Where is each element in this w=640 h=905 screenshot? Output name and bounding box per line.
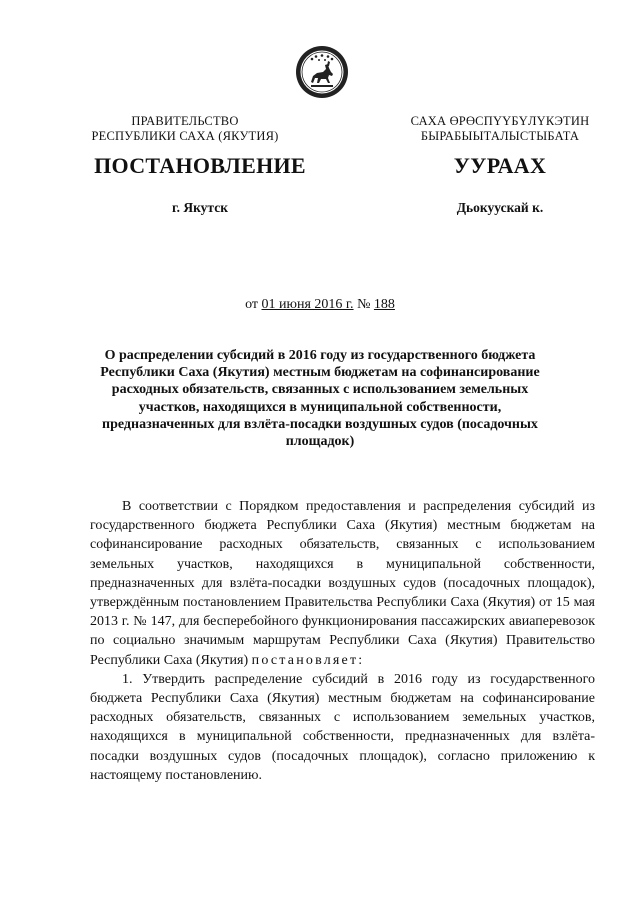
header-left [60,114,310,144]
subject-line: О распределении субсидий в 2016 году из государственного бюджета [104,348,536,363]
document-body [90,497,595,785]
subject-line: Республики Саха (Якутия) местным бюджетам на софинансирование [100,365,540,381]
city-sah: Дьокуускай к. [456,200,544,215]
city-ru: г. Якутск [171,200,228,215]
subject-line: площадок) [285,434,355,450]
org-name-sah-line1: САХА ӨРӨСПҮҮБҮЛҮКЭТИН [410,114,590,128]
org-name-ru-line2: РЕСПУБЛИКИ САХА (ЯКУТИЯ) [91,129,279,143]
number-sign: № [357,297,371,312]
date-line [0,297,640,313]
sakha-coat-of-arms-icon [295,45,349,99]
doc-type-sah: УУРААХ [453,153,547,178]
preamble-text: В соответствии с Порядком предоставления и распределения субсидий из государственного бюджета Республики Саха (Якутия) местным бюджетам на софинансирование расходных обязательств, связанных с использованием земельных участков, находящихся в муниципальной собственности, предназначенных для взлёта-посадки воздушных судов (посадочных площадок), утверждённым постановлением Правительства Республики Саха (Якутия) от 15 мая 2013 г. № 147, для бесперебойного функционирования пассажирских авиаперевозок по социально значимым маршрутам Республики Саха (Якутия) Правительство Республики Саха (Якутия) [90,499,595,668]
header-right [380,114,620,144]
doc-type-ru: ПОСТАНОВЛЕНИЕ [94,153,306,178]
subject-line: предназначенных для взлёта-посадки воздушных судов (посадочных [102,416,538,432]
coat-of-arms [295,45,349,99]
document-date: 01 июня 2016 г. [261,297,354,312]
preamble-paragraph [90,497,595,670]
resolves-word: постановляет: [251,652,365,668]
subject-line: расходных обязательств, связанных с использованием земельных [111,382,529,398]
org-name-sah-line2: БЫРАБЫЫТАЛЫСТЫБАТА [420,129,580,143]
clause-1-paragraph: 1. Утвердить распределение субсидий в 2016 году из государственного бюджета Республики Саха (Якутия) местным бюджетам на софинансирование расходных обязательств, связанных с использованием земельных участков, находящихся в муниципальной собственности, предназначенных для взлёта-посадки воздушных судов (посадочных площадок), согласно приложению к настоящему постановлению. [90,671,595,783]
document-subject [100,347,540,450]
document-number: 188 [373,297,395,312]
date-prefix: от [245,297,259,312]
org-name-ru-line1: ПРАВИТЕЛЬСТВО [131,114,239,128]
subject-line: участков, находящихся в муниципальной собственности, [138,399,502,415]
